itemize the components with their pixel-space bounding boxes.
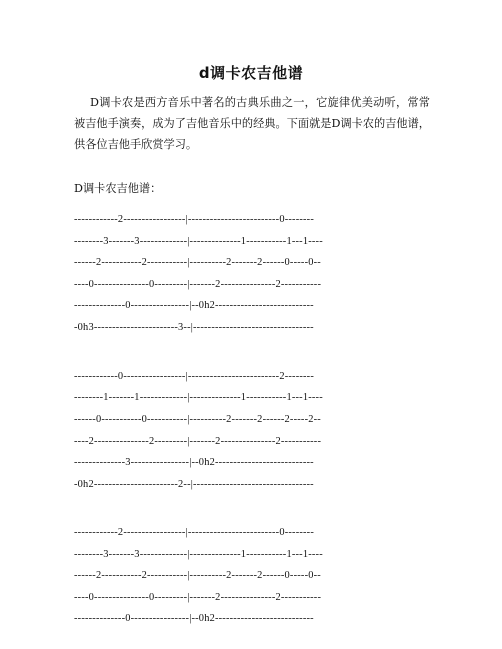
tab-line: --------1-------1-------------|--------------1-----------1---1---- xyxy=(74,392,323,403)
tab-line: -0h2-----------------------2--|--------------------------------- xyxy=(74,479,314,490)
tab-line: ------------2-----------------|-------------------------0-------- xyxy=(74,527,315,538)
tab-line: ----0---------------0---------|-------2---------------2----------- xyxy=(74,592,322,603)
tab-line: ------2-----------2-----------|----------2-------2------0-----0-- xyxy=(74,257,321,268)
tab-line: --------------0----------------|--0h2--------------------------- xyxy=(74,613,314,624)
intro-paragraph: D调卡农是西方音乐中著名的古典乐曲之一，它旋律优美动听，常常被吉他手演奏，成为了吉他音乐中的经典。下面就是D调卡农的吉他谱，供各位吉他手欣赏学习。 xyxy=(74,96,430,151)
tab-line: ------0-----------0-----------|----------2-------2------2-----2-- xyxy=(74,414,321,425)
tab-line: ------2-----------2-----------|----------2-------2------0-----0-- xyxy=(74,570,321,581)
tab-line: --------------0----------------|--0h2--------------------------- xyxy=(74,300,314,311)
page-title: d调卡农吉他谱 xyxy=(198,64,304,82)
tab-line: --------------3----------------|--0h2--------------------------- xyxy=(74,457,314,468)
tab-line: --------3-------3-------------|--------------1-----------1---1---- xyxy=(74,236,323,247)
tab-line: --------3-------3-------------|--------------1-----------1---1---- xyxy=(74,549,323,560)
tab-line: -0h3-----------------------3--|--------------------------------- xyxy=(74,322,314,333)
tab-line: ------------0-----------------|-------------------------2-------- xyxy=(74,371,315,382)
tab-line: ----2---------------2---------|-------2---------------2----------- xyxy=(74,436,322,447)
tab-line: ------------2-----------------|-------------------------0-------- xyxy=(74,214,315,225)
tab-section-label: D调卡农吉他谱： xyxy=(74,182,162,195)
tab-line: ----0---------------0---------|-------2---------------2----------- xyxy=(74,279,322,290)
